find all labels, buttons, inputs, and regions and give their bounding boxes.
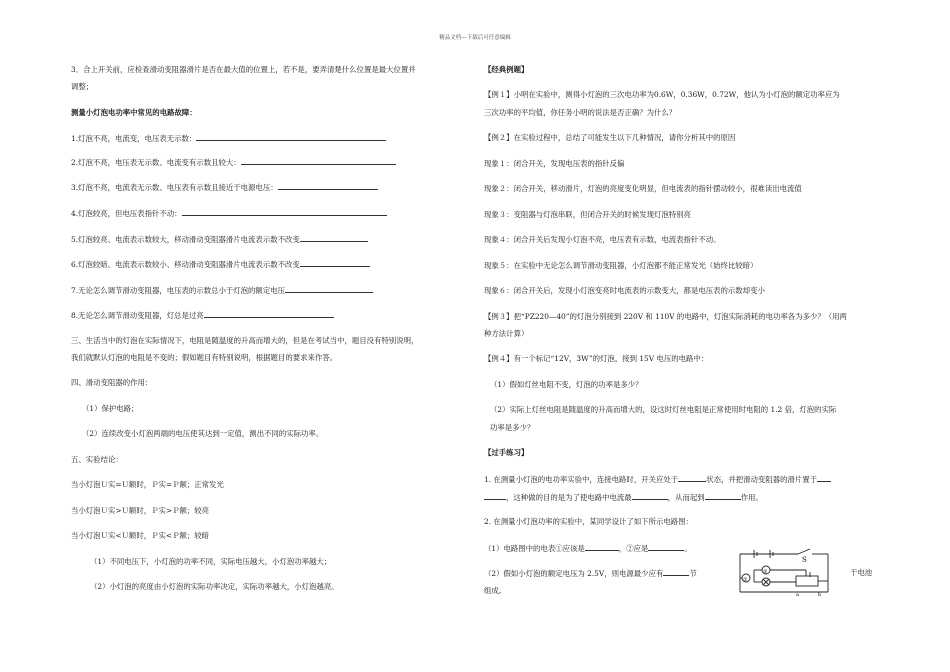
phenomenon-1: 现象１：闭合开关，发现电压表的指针反偏 — [484, 159, 625, 168]
example-4-item-1: （1）假如灯丝电阻不变，灯泡的功率是多少？ — [490, 380, 643, 389]
example-4: 【例４】有一个标记“12V，3W”的灯泡，接到 15V 电压的电路中： — [484, 354, 709, 363]
sec4-title: 四、滑动变阻器的作用： — [71, 378, 153, 387]
rheostat-b-label: b — [818, 592, 822, 598]
practice-title: 【过手练习】 — [484, 448, 529, 457]
note-1: （1）不同电压下，小灯泡的功率不同，实际电压越大，小灯泡功率越大； — [90, 557, 332, 566]
sec4-item-2: （2）连续改变小灯泡两端的电压使其达到一定值，测出不同的实际功率。 — [82, 429, 324, 438]
fault-4 — [71, 208, 387, 219]
switch-label: S — [802, 556, 807, 564]
fault-2 — [71, 157, 396, 168]
p2-q2-text-b: 节 — [689, 569, 697, 578]
fault-8 — [71, 310, 334, 321]
practice-2-q2 — [484, 568, 697, 579]
sec3-line1: 三、生活当中的灯泡在实际情况下，电阻是随温度的升高而增大的，但是在考试当中，题目没有特别说明， — [71, 336, 419, 345]
p2-q1-text-a: （1）电路图中的电表①应该是 — [484, 544, 585, 553]
sec4-item-1: （1）保护电路； — [82, 404, 139, 413]
p1-text-e: 作用。 — [740, 493, 763, 502]
example-4-item-2-line1: （2）实际上灯丝电阻是随温度的升高而增大的，设这时灯丝电阻是正常使用时电阻的 1.2 倍，灯泡的实际 — [490, 405, 837, 414]
p1-text-c: ，这种做的目的是为了使电路中电流最 — [506, 493, 632, 502]
example-3-line2: 种方法计算） — [484, 329, 529, 338]
circuit-diagram — [736, 548, 836, 598]
fault-2-blank[interactable] — [241, 157, 396, 165]
practice-1-line1 — [484, 474, 831, 485]
practice-2-q2-end: 组成。 — [484, 586, 507, 595]
fault-1-text: 1.灯泡不亮，电流变，电压表无示数： — [71, 134, 197, 143]
note-2: （2）小灯泡的亮度由小灯泡的实际功率决定，实际功率越大，小灯泡越亮。 — [90, 582, 339, 591]
fault-7-text: 7.无论怎么调节滑动变阻器，电压表的示数总小于灯泡的额定电压 — [71, 286, 285, 295]
example-1-line2: 三次功率的平均值，你任务小明的说法是否正确？为什么？ — [484, 108, 677, 117]
p2-q2-text-a: （2）假如小灯泡的额定电压为 2.5V，则电源最少应有 — [484, 569, 664, 578]
example-2: 【例２】在实验过程中，总结了可能发生以下几种情况，请你分析其中的原因 — [484, 133, 736, 142]
fault-1-blank[interactable] — [196, 133, 386, 141]
practice-1-line2 — [484, 492, 763, 503]
p1-blank-slider-position-cont[interactable] — [484, 492, 506, 500]
fault-5-text: 5.灯泡较亮、电流表示数较大，移动滑动变阻器滑片电流表示数不改变 — [71, 235, 300, 244]
fault-4-text: 4.灯泡较亮，但电压表指针不动： — [71, 209, 182, 218]
meter-1-label: ① — [743, 577, 748, 583]
fault-2-text: 2.灯泡不亮，电压表无示数、电流变有示数且较大： — [71, 158, 241, 167]
practice-2-q2-tail: 干电池 — [850, 568, 873, 577]
page-header: 精品文档---下载后可任意编辑 — [439, 35, 511, 41]
sec5-title: 五、实验结论： — [71, 455, 123, 464]
fault-3-text: 3.灯泡不亮，电流表无示数、电压表有示数且接近于电源电压： — [71, 183, 278, 192]
p2-q1-text-b: ，②应是 — [618, 544, 649, 553]
phenomenon-2: 现象２：闭合开关，移动滑片，灯泡的亮度变化明显，但电流表的指针摆动较小，很难读出电流值 — [484, 184, 802, 193]
fault-6-blank[interactable] — [300, 259, 370, 267]
p1-text-d: ，从而起到 — [667, 493, 705, 502]
fault-3-blank[interactable] — [278, 182, 378, 190]
conclusion-1: 当小灯泡Ｕ实=Ｕ额时，Ｐ实=Ｐ额；正常发光 — [71, 480, 224, 489]
practice-2-q1 — [484, 543, 692, 554]
phenomenon-3: 现象３：变阻器与灯泡串联，但闭合开关的时候发现灯泡特别亮 — [484, 210, 691, 219]
rheostat-a-label: a — [796, 592, 799, 598]
fault-6-text: 6.灯泡较暗、电流表示数较小、移动滑动变阻器滑片电流表示数不改变 — [71, 260, 300, 269]
item3-line1: 3．合上开关前，应检查滑动变阻器滑片是否在最大值的位置上，若不是，要弄清楚什么位置是最大位置并 — [71, 65, 416, 74]
example-4-item-2-line2: 功率是多少？ — [490, 423, 535, 432]
p2-q1-text-c: 。 — [684, 544, 692, 553]
meter-2-label: ② — [763, 569, 768, 575]
phenomenon-5: 现象５：在实验中无论怎么调节滑动变阻器，小灯泡都不能正常发光（始终比较暗） — [484, 261, 758, 270]
fault-6 — [71, 259, 370, 270]
p2-q1-blank-meter2[interactable] — [648, 543, 684, 551]
p1-blank-effect[interactable] — [705, 492, 741, 500]
p2-q2-blank-cells[interactable] — [663, 568, 689, 576]
examples-title: 【经典例题】 — [484, 65, 529, 74]
practice-2: 2. 在测量小灯泡功率的实验中，某同学设计了如下所示电路图： — [484, 517, 693, 526]
conclusion-2: 当小灯泡Ｕ实>Ｕ额时，Ｐ实>Ｐ额；较亮 — [71, 506, 210, 515]
sec3-line2: 我们就默认灯泡的电阻是不变的；假如题目有特别说明，根据题目的要求来作答。 — [71, 353, 338, 362]
p1-blank-switch-state[interactable] — [678, 474, 706, 482]
conclusion-3: 当小灯泡Ｕ实<Ｕ额时，Ｐ实<Ｐ额；较暗 — [71, 531, 210, 540]
phenomenon-4: 现象４：闭合开关后发现小灯泡不亮，电压表有示数，电流表指针不动。 — [484, 235, 721, 244]
fault-4-blank[interactable] — [182, 208, 387, 216]
fault-1 — [71, 133, 386, 144]
p1-text-a: 1. 在测量小灯泡的电功率实验中，连接电路时，开关应处于 — [484, 475, 679, 484]
p2-q1-blank-meter1[interactable] — [585, 543, 619, 551]
fault-3 — [71, 182, 378, 193]
fault-7-blank[interactable] — [285, 285, 373, 293]
fault-8-blank[interactable] — [204, 310, 334, 318]
p1-blank-slider-position[interactable] — [817, 474, 831, 482]
p1-blank-current[interactable] — [632, 492, 668, 500]
p1-text-b: 状态，并把滑动变阻器的滑片置于 — [706, 475, 818, 484]
fault-8-text: 8.无论怎么调节滑动变阻器，灯总是过亮 — [71, 311, 204, 320]
fault-5-blank[interactable] — [300, 234, 368, 242]
faults-title: 测量小灯泡电功率中常见的电路故障： — [71, 108, 197, 117]
phenomenon-6: 现象６：闭合开关后，发现小灯泡变亮时电流表的示数变大，都是电压表的示数却变小 — [484, 286, 765, 295]
fault-7 — [71, 285, 373, 296]
example-3-line1: 【例３】把“PZ220—40”的灯泡分别接到 220V 和 110V 的电路中，灯泡实际消耗的电功率各为多少？（用两 — [484, 312, 847, 321]
item3-line2: 调整； — [71, 82, 94, 91]
fault-5 — [71, 234, 368, 245]
example-1-line1: 【例１】小明在实验中，测得小灯泡的三次电功率为0.6W，0.36W，0.72W，他认为小灯泡的额定功率应为 — [484, 90, 840, 99]
